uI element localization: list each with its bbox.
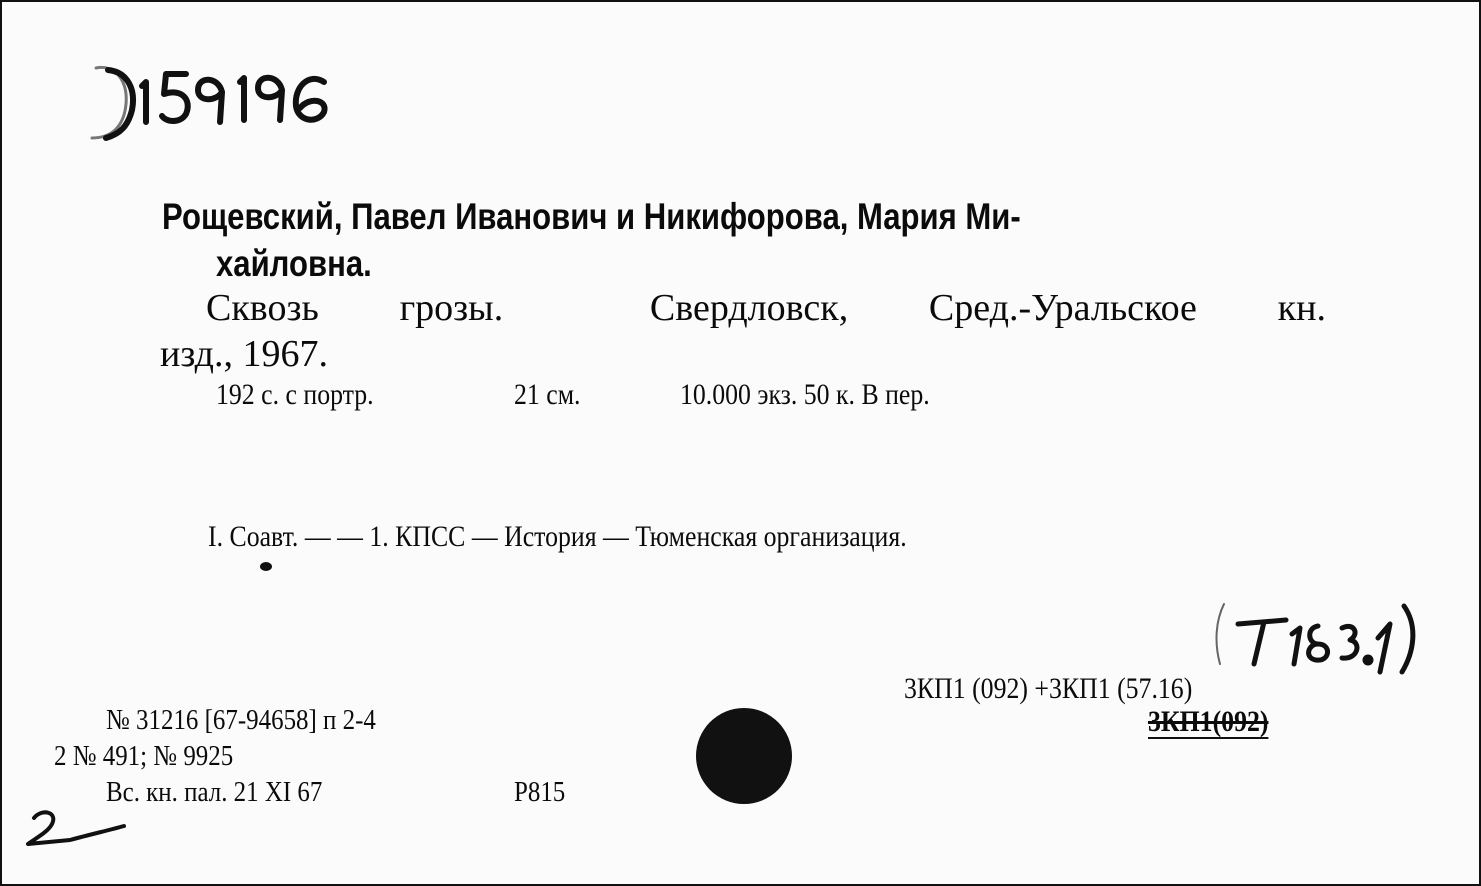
order-line: № 31216 [67-94658] п 2-4	[106, 704, 376, 736]
title-line2: изд., 1967.	[160, 333, 328, 375]
author-heading-line2: хайловна.	[216, 243, 372, 284]
title-word: Свердловск,	[649, 287, 849, 329]
tracings: I. Соавт. — — 1. КПСС — История — Тюменская организация.	[208, 520, 907, 553]
title-word: Сред.-Уральское	[928, 287, 1197, 329]
title-word: Сквозь	[206, 287, 319, 329]
inventory-number-handwritten	[82, 60, 342, 150]
ink-speck	[260, 562, 272, 571]
shelf-mark-handwritten	[1208, 598, 1428, 678]
title-word: кн.	[1277, 287, 1326, 329]
handwritten-count	[22, 808, 132, 852]
punched-hole	[696, 708, 792, 804]
order-line-2: 2 № 491; № 9925	[54, 740, 234, 772]
title-word: грозы.	[399, 287, 504, 329]
book-chamber-code: Р815	[514, 776, 566, 808]
title-line1	[206, 289, 1326, 327]
classification-index: 3КП1 (092) +3КП1 (57.16)	[904, 672, 1193, 705]
author-heading-line1: Рощевский, Павел Иванович и Никифорова, Мария Ми-	[162, 196, 1021, 237]
book-chamber-date: Вс. кн. пал. 21 XI 67	[106, 776, 323, 808]
size-note: 21 см.	[514, 378, 581, 411]
pages-note: 192 с. с портр.	[216, 378, 374, 411]
copies-price-note: 10.000 экз. 50 к. В пер.	[680, 378, 930, 411]
classification-struck: 3КП1(092)	[1148, 705, 1269, 738]
